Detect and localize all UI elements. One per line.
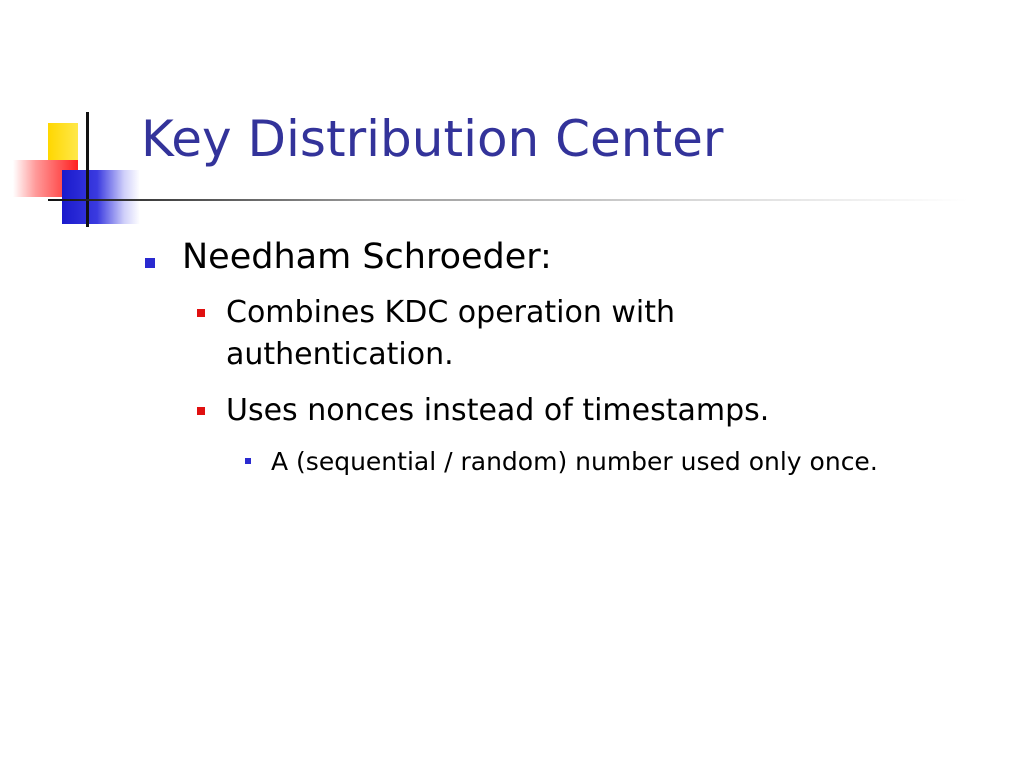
bullet-item-level2 [197,390,846,432]
bullet-item-level1 [145,236,935,278]
bullet-text: Needham Schroeder: [182,237,552,277]
bullet-list [145,236,935,482]
blue-square-decoration [62,170,140,224]
bullet-text: Uses nonces instead of timestamps. [226,393,770,428]
square-bullet-icon [197,309,205,317]
vertical-rule [86,112,89,227]
slide-title: Key Distribution Center [141,110,724,168]
square-bullet-icon [145,258,155,268]
bullet-item-level2 [197,292,846,376]
bullet-text: A (sequential / random) number used only once. [271,447,878,476]
square-bullet-icon [197,407,205,415]
bullet-text: Combines KDC operation with authentication. [226,295,676,372]
bullet-item-level3 [245,442,891,482]
title-underline-rule [48,199,968,201]
yellow-square-decoration [48,123,78,160]
square-bullet-icon [245,458,251,464]
